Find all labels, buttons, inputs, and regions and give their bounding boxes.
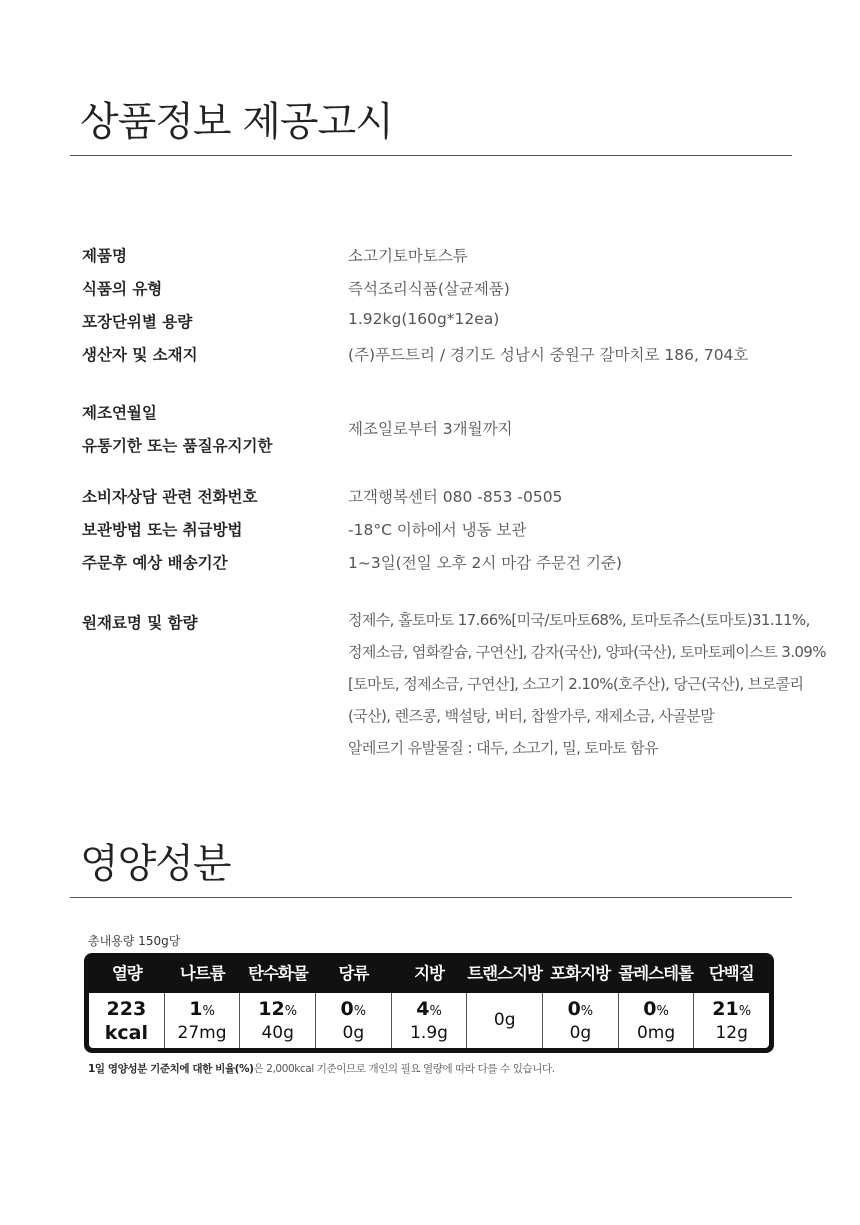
nutrient-amount: 27mg	[177, 1022, 227, 1043]
nutrient-amount: kcal	[104, 1021, 148, 1044]
nutrition-value-row	[89, 993, 769, 1048]
nutrient-amount: 40g	[261, 1022, 294, 1043]
nutrition-footnote: 1일 영양성분 기준치에 대한 비율(%)은 2,000kcal 기준이므로 개인의 필요 열량에 따라 다를 수 있습니다.	[88, 1063, 555, 1075]
ingredients-line: (국산), 렌즈콩, 백설탕, 버터, 찹쌀가루, 재제소금, 사골분말	[348, 707, 715, 725]
info-label: 소비자상담 관련 전화번호	[82, 488, 258, 506]
nutrient-cell-fat	[391, 993, 467, 1048]
nutrient-cell-cholesterol	[618, 993, 694, 1048]
nutrition-divider	[70, 897, 792, 898]
nutrient-cell-carbohydrate	[239, 993, 315, 1048]
nutrition-title: 영양성분	[80, 841, 231, 887]
nutrient-percent: 1%	[189, 997, 215, 1020]
nutrient-cell-protein	[693, 993, 769, 1048]
info-label: 생산자 및 소재지	[82, 346, 198, 364]
nutrient-header: 콜레스테롤	[618, 964, 694, 983]
nutrient-cell-calories	[89, 993, 164, 1048]
info-label: 식품의 유형	[82, 280, 163, 298]
nutrition-table	[84, 953, 774, 1053]
nutrient-amount: 0g	[342, 1022, 365, 1043]
serving-size: 총내용량 150g당	[88, 934, 181, 948]
info-value: 1~3일(전일 오후 2시 마감 주문건 기준)	[348, 554, 622, 572]
nutrient-percent: 223	[106, 997, 147, 1020]
nutrient-header: 지방	[414, 964, 444, 983]
info-label: 주문후 예상 배송기간	[82, 554, 228, 572]
nutrient-header: 열량	[111, 964, 142, 983]
nutrient-percent: 0%	[567, 997, 594, 1020]
nutrient-cell-trans-fat	[466, 993, 542, 1048]
info-value: 1.92kg(160g*12ea)	[348, 310, 500, 328]
nutrient-amount: 12g	[715, 1022, 748, 1043]
nutrient-header: 단백질	[708, 964, 754, 983]
nutrition-header-row	[89, 953, 769, 993]
ingredients-line: [토마토, 정제소금, 구연산], 소고기 2.10%(호주산), 당근(국산), 브로콜리	[348, 675, 804, 693]
nutrient-cell-saturated-fat	[542, 993, 618, 1048]
notice-title: 상품정보 제공고시	[80, 99, 393, 145]
nutrient-header: 나트륨	[179, 964, 225, 983]
info-value: 고객행복센터 080 -853 -0505	[348, 488, 563, 506]
nutrient-amount: 0g	[493, 1010, 516, 1030]
nutrient-amount: 0g	[569, 1022, 592, 1043]
nutrient-amount: 0mg	[636, 1022, 676, 1043]
title-divider	[70, 155, 792, 156]
ingredients-line: 정제수, 홀토마토 17.66%[미국/토마토68%, 토마토쥬스(토마토)31.11%,	[348, 611, 810, 629]
ingredients-line: 정제소금, 염화칼슘, 구연산], 감자(국산), 양파(국산), 토마토페이스트 3.09%	[348, 643, 826, 661]
nutrient-percent: 4%	[416, 997, 442, 1020]
nutrient-header: 트랜스지방	[467, 964, 542, 983]
info-value: 소고기토마토스튜	[348, 247, 468, 265]
info-label: 포장단위별 용량	[82, 313, 193, 331]
ingredients-text	[348, 604, 826, 764]
info-value: 즉석조리식품(살균제품)	[348, 280, 510, 298]
nutrient-percent: 0%	[643, 997, 669, 1020]
info-value: 제조일로부터 3개월까지	[348, 420, 513, 438]
nutrient-amount: 1.9g	[410, 1022, 448, 1043]
nutrient-header: 포화지방	[550, 964, 611, 983]
info-label: 원재료명 및 함량	[82, 614, 198, 632]
allergen-line: 알레르기 유발물질 : 대두, 소고기, 밀, 토마토 함유	[348, 739, 659, 757]
nutrient-cell-sugars	[315, 993, 391, 1048]
nutrient-percent: 12%	[258, 997, 298, 1020]
nutrient-header: 탄수화물	[248, 964, 308, 983]
info-value: -18°C 이하에서 냉동 보관	[348, 521, 527, 539]
info-value: (주)푸드트리 / 경기도 성남시 중원구 갈마치로 186, 704호	[348, 346, 749, 364]
nutrient-percent: 21%	[712, 997, 752, 1020]
info-label: 유통기한 또는 품질유지기한	[82, 437, 273, 455]
nutrient-cell-sodium	[164, 993, 240, 1048]
info-label: 보관방법 또는 취급방법	[82, 521, 243, 539]
info-label: 제조연월일	[82, 404, 157, 422]
nutrient-header: 당류	[338, 964, 369, 983]
info-label: 제품명	[82, 247, 127, 265]
nutrient-percent: 0%	[340, 997, 367, 1020]
